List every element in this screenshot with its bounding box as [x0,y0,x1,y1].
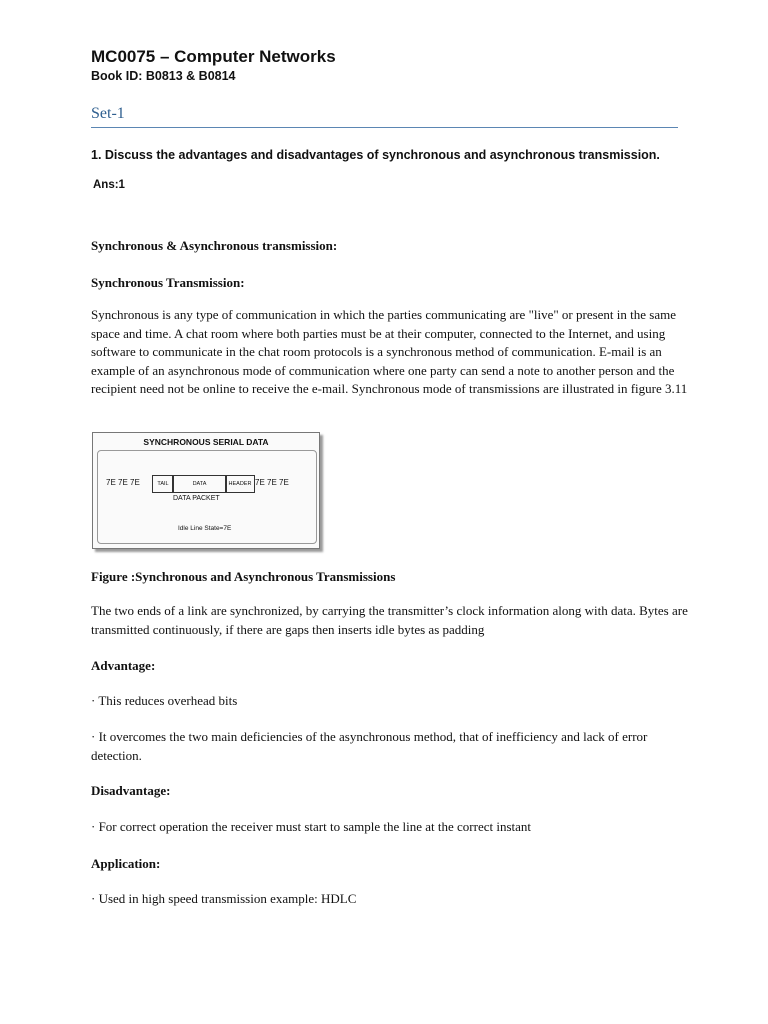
advantage-item: · It overcomes the two main deficiencies of the asynchronous method, that of inefficiency and lack of error detection. [91,729,648,763]
disadvantage-item: · For correct operation the receiver must start to sample the line at the correct instant [91,819,532,834]
figure-idle-label: Idle Line State=7E [178,525,232,532]
packet-data: DATA [172,475,227,493]
set-heading: Set-1 [91,105,678,128]
advantage-item: · This reduces overhead bits [91,693,238,708]
figure-flag-right: 7E 7E 7E [255,478,289,487]
body-paragraph: The two ends of a link are synchronized, by carrying the transmitter’s clock information along with data. Bytes are transmitted continuously, if there are gaps then inserts idle bytes as padding [91,603,688,637]
document-title: MC0075 – Computer Networks [91,47,336,66]
figure-packet-label: DATA PACKET [173,495,220,502]
figure-caption: Figure :Synchronous and Asynchronous Transmissions [91,569,396,584]
book-id: Book ID: B0813 & B0814 [91,69,236,83]
application-heading: Application: [91,856,161,871]
question-text: 1. Discuss the advantages and disadvantages of synchronous and asynchronous transmission. [91,148,660,162]
section-heading: Synchronous & Asynchronous transmission: [91,238,338,253]
intro-paragraph: Synchronous is any type of communication in which the parties communicating are "live" or present in the same space and time. A chat room where both parties must be at their computer, connected to the Internet, and using software to communicate in the chat room protocols is a synchronous method of communication. E-mail is an example of an asynchronous mode of communication where one party can send a note to another person and the recipient need not be online to receive the e-mail. Synchronous mode of transmissions are illustrated in figure 3.11 [91,307,688,397]
disadvantage-heading: Disadvantage: [91,783,171,798]
application-item: · Used in high speed transmission example: HDLC [91,891,357,906]
synchronous-serial-data-figure [92,432,320,549]
answer-label: Ans:1 [93,179,125,191]
figure-title: SYNCHRONOUS SERIAL DATA [143,437,269,447]
document-page [91,46,688,906]
synchronous-subheading: Synchronous Transmission: [91,275,245,290]
figure-flag-left: 7E 7E 7E [106,478,140,487]
packet-header: HEADER [225,475,255,493]
advantage-heading: Advantage: [91,658,156,673]
packet-tail: TAIL [152,475,174,493]
